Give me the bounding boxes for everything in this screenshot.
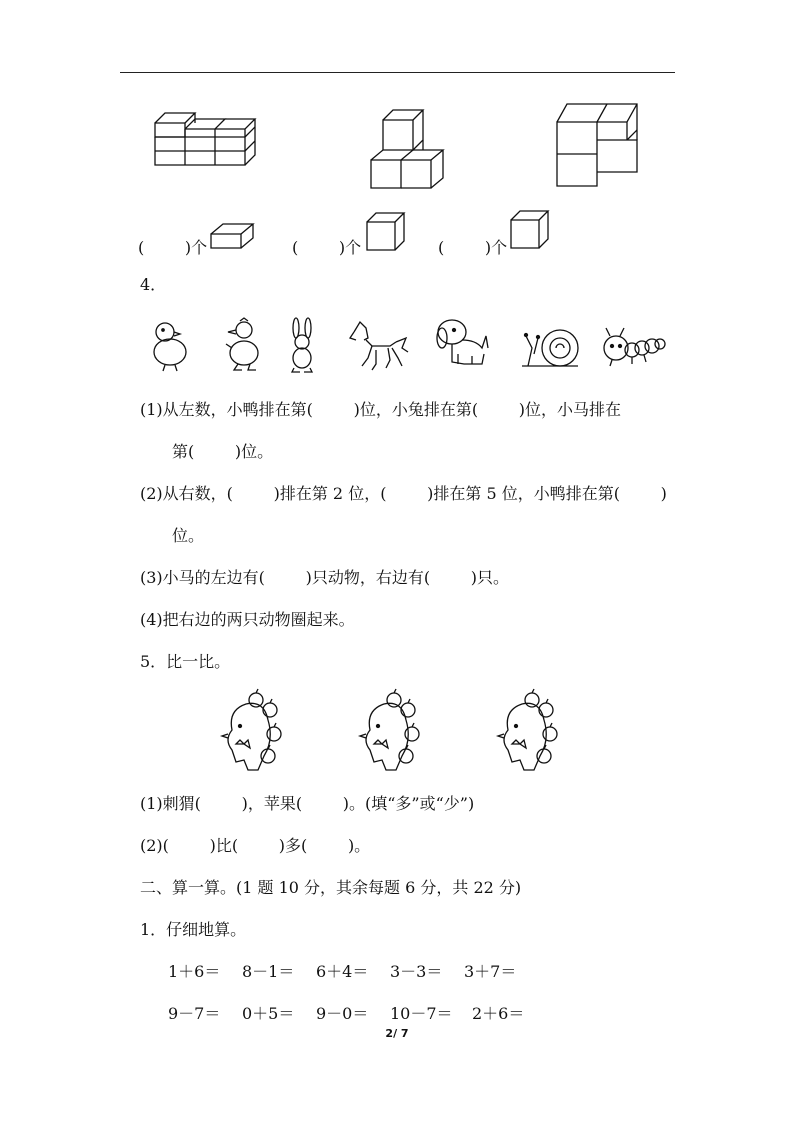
- hedgehog-with-apples-icon: [218, 690, 290, 776]
- duck-icon: [222, 318, 267, 373]
- q4-line-2: (2)从右数，( )排在第 2 位，( )排在第 5 位，小鸭排在第( ): [140, 484, 667, 503]
- page-number: 2/ 7: [385, 1027, 409, 1040]
- section-2-q1-title: 1．仔细地算。: [140, 920, 247, 939]
- dog-icon: [432, 314, 496, 372]
- chick-icon: [145, 318, 195, 373]
- hedgehog-with-apples-icon: [494, 690, 566, 776]
- cube-icon: [364, 210, 408, 254]
- calc-2-3: 9－0＝: [316, 1004, 369, 1023]
- tall-cube-figure: [552, 100, 652, 195]
- cuboid-icon: [208, 220, 258, 252]
- calc-2-1: 9－7＝: [168, 1004, 221, 1023]
- q4-line-3: (3)小马的左边有( )只动物，右边有( )只。: [140, 568, 510, 587]
- calc-1-2: 8－1＝: [242, 962, 295, 981]
- section-2-heading: 二、算一算。(1 题 10 分，其余每题 6 分，共 22 分): [140, 878, 522, 897]
- calc-2-2: 0＋5＝: [242, 1004, 295, 1023]
- caterpillar-icon: [598, 322, 666, 374]
- q3-blank-3[interactable]: ( )个: [438, 238, 508, 257]
- snail-icon: [518, 326, 582, 372]
- q4-line-1-cont: 第( )位。: [172, 442, 274, 461]
- calc-1-1: 1＋6＝: [168, 962, 221, 981]
- q5-line-2: (2)( )比( )多( )。: [140, 836, 371, 855]
- q3-blank-1[interactable]: ( )个: [138, 238, 208, 257]
- q5-title: 5．比一比。: [140, 652, 231, 671]
- calc-1-3: 6＋4＝: [316, 962, 369, 981]
- cube-group-figure: [365, 100, 465, 195]
- calc-2-5: 2＋6＝: [472, 1004, 525, 1023]
- q4-line-2-cont: 位。: [172, 526, 205, 545]
- q4-line-4: (4)把右边的两只动物圈起来。: [140, 610, 355, 629]
- calc-1-5: 3＋7＝: [464, 962, 517, 981]
- calc-1-4: 3－3＝: [390, 962, 443, 981]
- top-rule: [120, 72, 675, 73]
- q4-number: 4．: [140, 275, 167, 294]
- q3-blank-2[interactable]: ( )个: [292, 238, 362, 257]
- calc-2-4: 10－7＝: [390, 1004, 453, 1023]
- rabbit-icon: [282, 318, 322, 373]
- q4-line-1: (1)从左数，小鸭排在第( )位，小兔排在第( )位，小马排在: [140, 400, 622, 419]
- horse-icon: [346, 318, 410, 374]
- q5-line-1: (1)刺猬( )，苹果( )。(填“多”或“少”): [140, 794, 475, 813]
- cube-icon: [508, 208, 552, 252]
- cuboid-stack-figure: [150, 105, 270, 175]
- hedgehog-with-apples-icon: [356, 690, 428, 776]
